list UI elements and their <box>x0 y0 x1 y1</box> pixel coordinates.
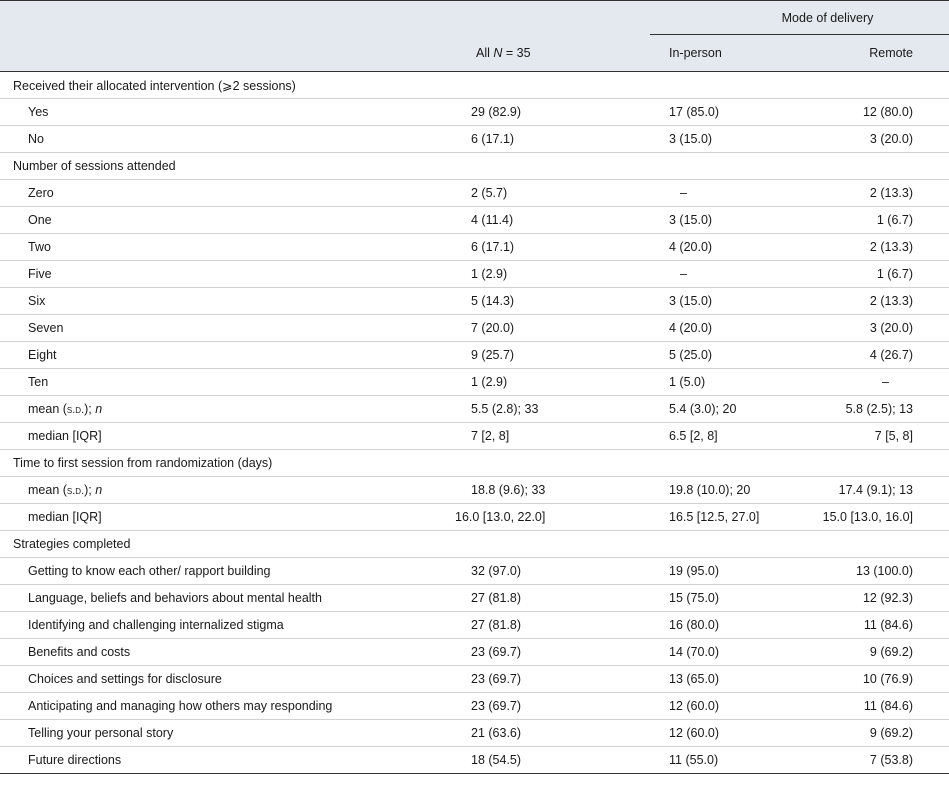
mode-of-delivery-header <box>646 1 949 36</box>
column-header-remote: Remote <box>869 46 913 60</box>
table-row <box>0 612 949 639</box>
cell-in-person: 3 (15.0) <box>646 126 804 153</box>
table-header <box>0 1 949 72</box>
table-row <box>0 261 949 288</box>
table-row <box>0 720 949 747</box>
cell-remote: 5.8 (2.5); 13 <box>804 396 949 423</box>
table-row <box>0 423 949 450</box>
cell-remote: 4 (26.7) <box>804 342 949 369</box>
row-label: Six <box>0 288 451 315</box>
row-label: Anticipating and managing how others may responding <box>0 693 451 720</box>
cell-in-person: 12 (60.0) <box>646 720 804 747</box>
column-header-all: All N = 35 <box>476 46 531 60</box>
cell-in-person: 1 (5.0) <box>646 369 804 396</box>
table-row <box>0 126 949 153</box>
mode-of-delivery-label: Mode of delivery <box>781 11 874 25</box>
row-label: median [IQR] <box>0 504 451 531</box>
cell-in-person: 19 (95.0) <box>646 558 804 585</box>
cell-all: 16.0 [13.0, 22.0] <box>451 504 646 531</box>
row-label: Eight <box>0 342 451 369</box>
table-row <box>0 585 949 612</box>
row-label: Seven <box>0 315 451 342</box>
row-label: mean (s.d.); n <box>0 477 451 504</box>
cell-all: 18.8 (9.6); 33 <box>451 477 646 504</box>
row-label: Yes <box>0 99 451 126</box>
cell-in-person: 11 (55.0) <box>646 747 804 774</box>
cell-in-person: 5 (25.0) <box>646 342 804 369</box>
row-label: Benefits and costs <box>0 639 451 666</box>
row-label: Ten <box>0 369 451 396</box>
header-empty <box>0 1 451 36</box>
section-header-row <box>0 531 949 558</box>
cell-in-person: 19.8 (10.0); 20 <box>646 477 804 504</box>
cell-remote: 2 (13.3) <box>804 234 949 261</box>
cell-all: 9 (25.7) <box>451 342 646 369</box>
cell-all: 4 (11.4) <box>451 207 646 234</box>
cell-in-person: – <box>646 180 804 207</box>
cell-all: 27 (81.8) <box>451 612 646 639</box>
row-label: Telling your personal story <box>0 720 451 747</box>
table-row <box>0 99 949 126</box>
cell-in-person: 4 (20.0) <box>646 315 804 342</box>
row-label: Getting to know each other/ rapport building <box>0 558 451 585</box>
cell-all: 6 (17.1) <box>451 126 646 153</box>
cell-remote: 9 (69.2) <box>804 720 949 747</box>
row-label: Five <box>0 261 451 288</box>
cell-in-person: 4 (20.0) <box>646 234 804 261</box>
cell-all: 23 (69.7) <box>451 639 646 666</box>
cell-in-person: 16.5 [12.5, 27.0] <box>646 504 804 531</box>
cell-all: 1 (2.9) <box>451 369 646 396</box>
section-header-row <box>0 72 949 99</box>
cell-remote: 10 (76.9) <box>804 666 949 693</box>
cell-in-person: 16 (80.0) <box>646 612 804 639</box>
table-row <box>0 693 949 720</box>
cell-remote: 3 (20.0) <box>804 315 949 342</box>
section-label: Received their allocated intervention (⩾2 sessions) <box>0 72 949 99</box>
table-row <box>0 666 949 693</box>
section-label: Number of sessions attended <box>0 153 949 180</box>
column-header-in-person: In-person <box>669 46 722 60</box>
table-row <box>0 369 949 396</box>
cell-in-person: 3 (15.0) <box>646 207 804 234</box>
cell-remote: – <box>804 369 949 396</box>
cell-all: 23 (69.7) <box>451 693 646 720</box>
row-label: No <box>0 126 451 153</box>
cell-all: 6 (17.1) <box>451 234 646 261</box>
cell-in-person: 15 (75.0) <box>646 585 804 612</box>
table-row <box>0 288 949 315</box>
row-label: Language, beliefs and behaviors about mental health <box>0 585 451 612</box>
row-label: mean (s.d.); n <box>0 396 451 423</box>
cell-remote: 12 (92.3) <box>804 585 949 612</box>
cell-all: 32 (97.0) <box>451 558 646 585</box>
row-label: Identifying and challenging internalized stigma <box>0 612 451 639</box>
cell-all: 5 (14.3) <box>451 288 646 315</box>
row-label: Choices and settings for disclosure <box>0 666 451 693</box>
table-row <box>0 207 949 234</box>
cell-remote: 17.4 (9.1); 13 <box>804 477 949 504</box>
table-row <box>0 342 949 369</box>
cell-remote: 2 (13.3) <box>804 180 949 207</box>
section-header-row <box>0 450 949 477</box>
table-row <box>0 396 949 423</box>
cell-all: 7 [2, 8] <box>451 423 646 450</box>
row-label: median [IQR] <box>0 423 451 450</box>
cell-remote: 2 (13.3) <box>804 288 949 315</box>
cell-remote: 7 (53.8) <box>804 747 949 774</box>
cell-all: 21 (63.6) <box>451 720 646 747</box>
table-row <box>0 477 949 504</box>
cell-all: 18 (54.5) <box>451 747 646 774</box>
row-label: Zero <box>0 180 451 207</box>
cell-all: 23 (69.7) <box>451 666 646 693</box>
cell-in-person: – <box>646 261 804 288</box>
cell-all: 7 (20.0) <box>451 315 646 342</box>
cell-in-person: 3 (15.0) <box>646 288 804 315</box>
table-body <box>0 72 949 774</box>
cell-all: 27 (81.8) <box>451 585 646 612</box>
table-row <box>0 315 949 342</box>
section-label: Strategies completed <box>0 531 949 558</box>
table-row <box>0 234 949 261</box>
section-header-row <box>0 153 949 180</box>
table-row <box>0 639 949 666</box>
cell-remote: 1 (6.7) <box>804 261 949 288</box>
cell-remote: 1 (6.7) <box>804 207 949 234</box>
section-label: Time to first session from randomization (days) <box>0 450 949 477</box>
cell-remote: 12 (80.0) <box>804 99 949 126</box>
cell-all: 29 (82.9) <box>451 99 646 126</box>
cell-in-person: 14 (70.0) <box>646 639 804 666</box>
cell-remote: 11 (84.6) <box>804 693 949 720</box>
cell-in-person: 13 (65.0) <box>646 666 804 693</box>
cell-all: 5.5 (2.8); 33 <box>451 396 646 423</box>
cell-remote: 11 (84.6) <box>804 612 949 639</box>
row-label: Future directions <box>0 747 451 774</box>
cell-all: 2 (5.7) <box>451 180 646 207</box>
cell-remote: 9 (69.2) <box>804 639 949 666</box>
row-label: One <box>0 207 451 234</box>
cell-in-person: 5.4 (3.0); 20 <box>646 396 804 423</box>
table-row <box>0 180 949 207</box>
cell-in-person: 6.5 [2, 8] <box>646 423 804 450</box>
cell-remote: 3 (20.0) <box>804 126 949 153</box>
table-row <box>0 558 949 585</box>
row-label: Two <box>0 234 451 261</box>
table-row <box>0 747 949 774</box>
cell-in-person: 12 (60.0) <box>646 693 804 720</box>
cell-in-person: 17 (85.0) <box>646 99 804 126</box>
cell-remote: 7 [5, 8] <box>804 423 949 450</box>
table-row <box>0 504 949 531</box>
cell-remote: 15.0 [13.0, 16.0] <box>804 504 949 531</box>
cell-all: 1 (2.9) <box>451 261 646 288</box>
cell-remote: 13 (100.0) <box>804 558 949 585</box>
